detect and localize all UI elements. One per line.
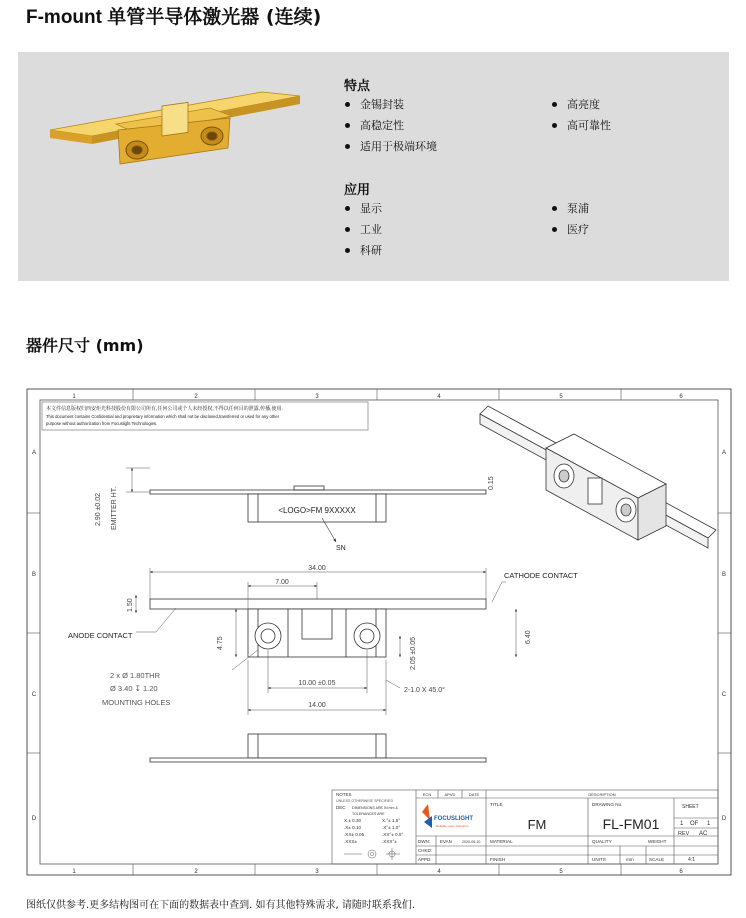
application-item: 泵浦 — [551, 198, 589, 219]
col-label: 3 — [315, 869, 319, 875]
iso-view — [480, 406, 716, 548]
tb-sheet-label: SHEET — [682, 804, 699, 810]
row-label: C — [31, 692, 37, 698]
tb-apvd: APVD — [444, 792, 456, 797]
applications-list-right — [551, 198, 589, 240]
holes-spec-2: Ø 3.40 ↧ 1.20 — [110, 684, 158, 693]
col-label: 3 — [315, 394, 319, 400]
application-item: 医疗 — [551, 219, 589, 240]
features-list-left — [344, 94, 437, 157]
company-sub: Reliable Laser Solutions — [436, 824, 469, 828]
dim-6-40: 6.40 — [525, 630, 532, 644]
dim-4-75: 4.75 — [217, 636, 224, 650]
dim-0-15: 0.15 — [488, 476, 495, 490]
tb-tol-row: .XX± 0.05 — [344, 832, 365, 837]
col-label: 5 — [559, 394, 563, 400]
dim-2-05: 2.05 ±0.05 — [410, 636, 417, 670]
tb-drawing-no-value: FL-FM01 — [602, 816, 660, 832]
tb-dim-note: DIMENSIONS ARE IN mm & — [352, 806, 398, 810]
page-title — [26, 2, 321, 29]
mount-hole-right — [201, 127, 223, 145]
col-label: 6 — [679, 869, 683, 875]
tb-notes-sub: UNLESS OTHERWISE SPECIFIED — [336, 799, 394, 803]
row-label: D — [31, 816, 37, 822]
mount-hole-left — [126, 141, 148, 159]
application-item: 科研 — [344, 240, 382, 261]
side-view — [150, 486, 486, 522]
tb-sheet-total: 1 — [707, 821, 711, 827]
application-item: 工业 — [344, 219, 382, 240]
tb-ang-row: .X°± 1.0° — [382, 825, 401, 830]
row-label: C — [721, 692, 727, 698]
col-label: 1 — [72, 869, 76, 875]
feature-item: 高可靠性 — [551, 115, 611, 136]
applications-list-left — [344, 198, 382, 261]
tb-scale-value: 4:1 — [688, 857, 695, 863]
page-title-en: F-mount — [26, 7, 108, 28]
laser-chip — [162, 102, 188, 136]
dimensions-heading: 器件尺寸 (mm) — [26, 336, 144, 355]
front-view — [150, 599, 486, 657]
feature-item: 高稳定性 — [344, 115, 437, 136]
sn-label: SN — [336, 545, 346, 552]
row-label: A — [721, 450, 727, 456]
product-image — [34, 78, 304, 178]
page-title-cn: 单管半导体激光器 (连续) — [107, 6, 322, 28]
company-name: FOCUSLIGHT — [434, 816, 473, 822]
tb-notes: NOTES — [336, 792, 352, 797]
applications-heading: 应用 — [344, 183, 371, 198]
tb-weight: WEIGHT — [648, 839, 667, 844]
tb-title-label: TITLE — [490, 802, 503, 807]
anode-contact-label: ANODE CONTACT — [68, 631, 133, 640]
tb-chkd: CHKD: — [418, 848, 433, 853]
tb-tol-row: .X± 0.10 — [344, 825, 362, 830]
technical-drawing — [26, 388, 736, 878]
tb-description: DESCRIPTION — [588, 792, 616, 797]
tb-rev-value: AC — [699, 831, 708, 837]
tb-ang-row: .XX°± 0.5° — [382, 832, 404, 837]
holes-spec-1: 2 x Ø 1.80THR — [110, 671, 161, 680]
tb-finish: FINISH — [490, 857, 506, 862]
bottom-view — [150, 734, 486, 762]
projection-symbol-icon — [344, 848, 400, 860]
tb-date: DATE — [468, 792, 480, 797]
tb-ang-row: X.°± 1.5° — [382, 818, 401, 823]
tb-rev-label: REV — [678, 831, 690, 837]
tb-ecn: ECN — [422, 792, 432, 797]
notice-cn: 本文件信息版权归西安炬光科技股份有限公司所有,任何公司或个人未经授权,不得以任何目的泄露,传播,使用. — [46, 406, 283, 412]
tb-dwn: DWN: — [418, 839, 430, 844]
dim-34: 34.00 — [308, 565, 326, 572]
dim-1-50: 1.50 — [127, 598, 134, 612]
application-item: 显示 — [344, 198, 382, 219]
emitter-dim — [126, 468, 150, 492]
col-label: 5 — [559, 869, 563, 875]
features-heading: 特点 — [344, 79, 371, 94]
feature-item: 适用于极端环境 — [344, 136, 437, 157]
mounting-holes-label: MOUNTING HOLES — [102, 698, 171, 707]
features-list-right — [551, 94, 611, 136]
row-label: A — [31, 450, 37, 456]
row-label: B — [721, 572, 727, 578]
company-logo — [422, 804, 473, 828]
emitter-height-dim: 2.90 ±0.02 — [95, 492, 102, 526]
col-label: 4 — [437, 394, 441, 400]
tb-tol-row: .XXX± — [344, 839, 357, 844]
footnote: 图纸仅供参考.更多结构图可在下面的数据表中查到. 如有其他特殊需求, 请随时联系我们. — [26, 900, 416, 911]
tb-title-value: FM — [527, 817, 547, 832]
dim-14: 14.00 — [308, 702, 326, 709]
logo-marking: <LOGO>FM 9XXXXX — [278, 506, 356, 515]
notice-en-1: This document contains Confidential and proprietary information which shall not be disclosed,transferred or used for any other — [46, 414, 279, 419]
tb-drawing-no-label: DRAWING No. — [592, 802, 623, 807]
tb-dec: DEC — [336, 805, 346, 810]
tb-sheet-value: 1 — [680, 821, 684, 827]
tb-quality: QUALITY — [592, 839, 612, 844]
col-label: 2 — [194, 869, 198, 875]
feature-item: 金锡封装 — [344, 94, 437, 115]
emitter-height-label: EMITTER HT. — [111, 486, 118, 530]
row-label: B — [31, 572, 37, 578]
tb-tol-note: TOLERANCES ARE — [352, 812, 385, 816]
tb-appd: APPD: — [418, 857, 432, 862]
cathode-contact-label: CATHODE CONTACT — [504, 571, 578, 580]
dim-10: 10.00 ±0.05 — [298, 680, 336, 687]
tb-units-value: mm — [626, 857, 634, 862]
tb-tol-row: X.± 0.30 — [344, 818, 362, 823]
feature-item: 高亮度 — [551, 94, 611, 115]
tb-units: UNITS — [592, 857, 606, 862]
row-label: D — [721, 816, 727, 822]
tb-scale: SCALE — [649, 857, 665, 862]
tb-dwn-date: 2020-05-10 — [462, 840, 481, 844]
tb-ang-row: .XXX°± — [382, 839, 397, 844]
col-label: 1 — [72, 394, 76, 400]
col-label: 4 — [437, 869, 441, 875]
dim-chamfer: 2-1.0 X 45.0° — [404, 687, 445, 694]
dim-7: 7.00 — [275, 579, 289, 586]
tb-sheet-of: OF — [690, 821, 699, 827]
col-label: 2 — [194, 394, 198, 400]
col-label: 6 — [679, 394, 683, 400]
tb-material: MATERIAL — [490, 839, 513, 844]
notice-en-2: purpose without authorization from Focuslight Technologies. — [46, 421, 158, 426]
tb-dwn-name: EVAN — [440, 839, 452, 844]
